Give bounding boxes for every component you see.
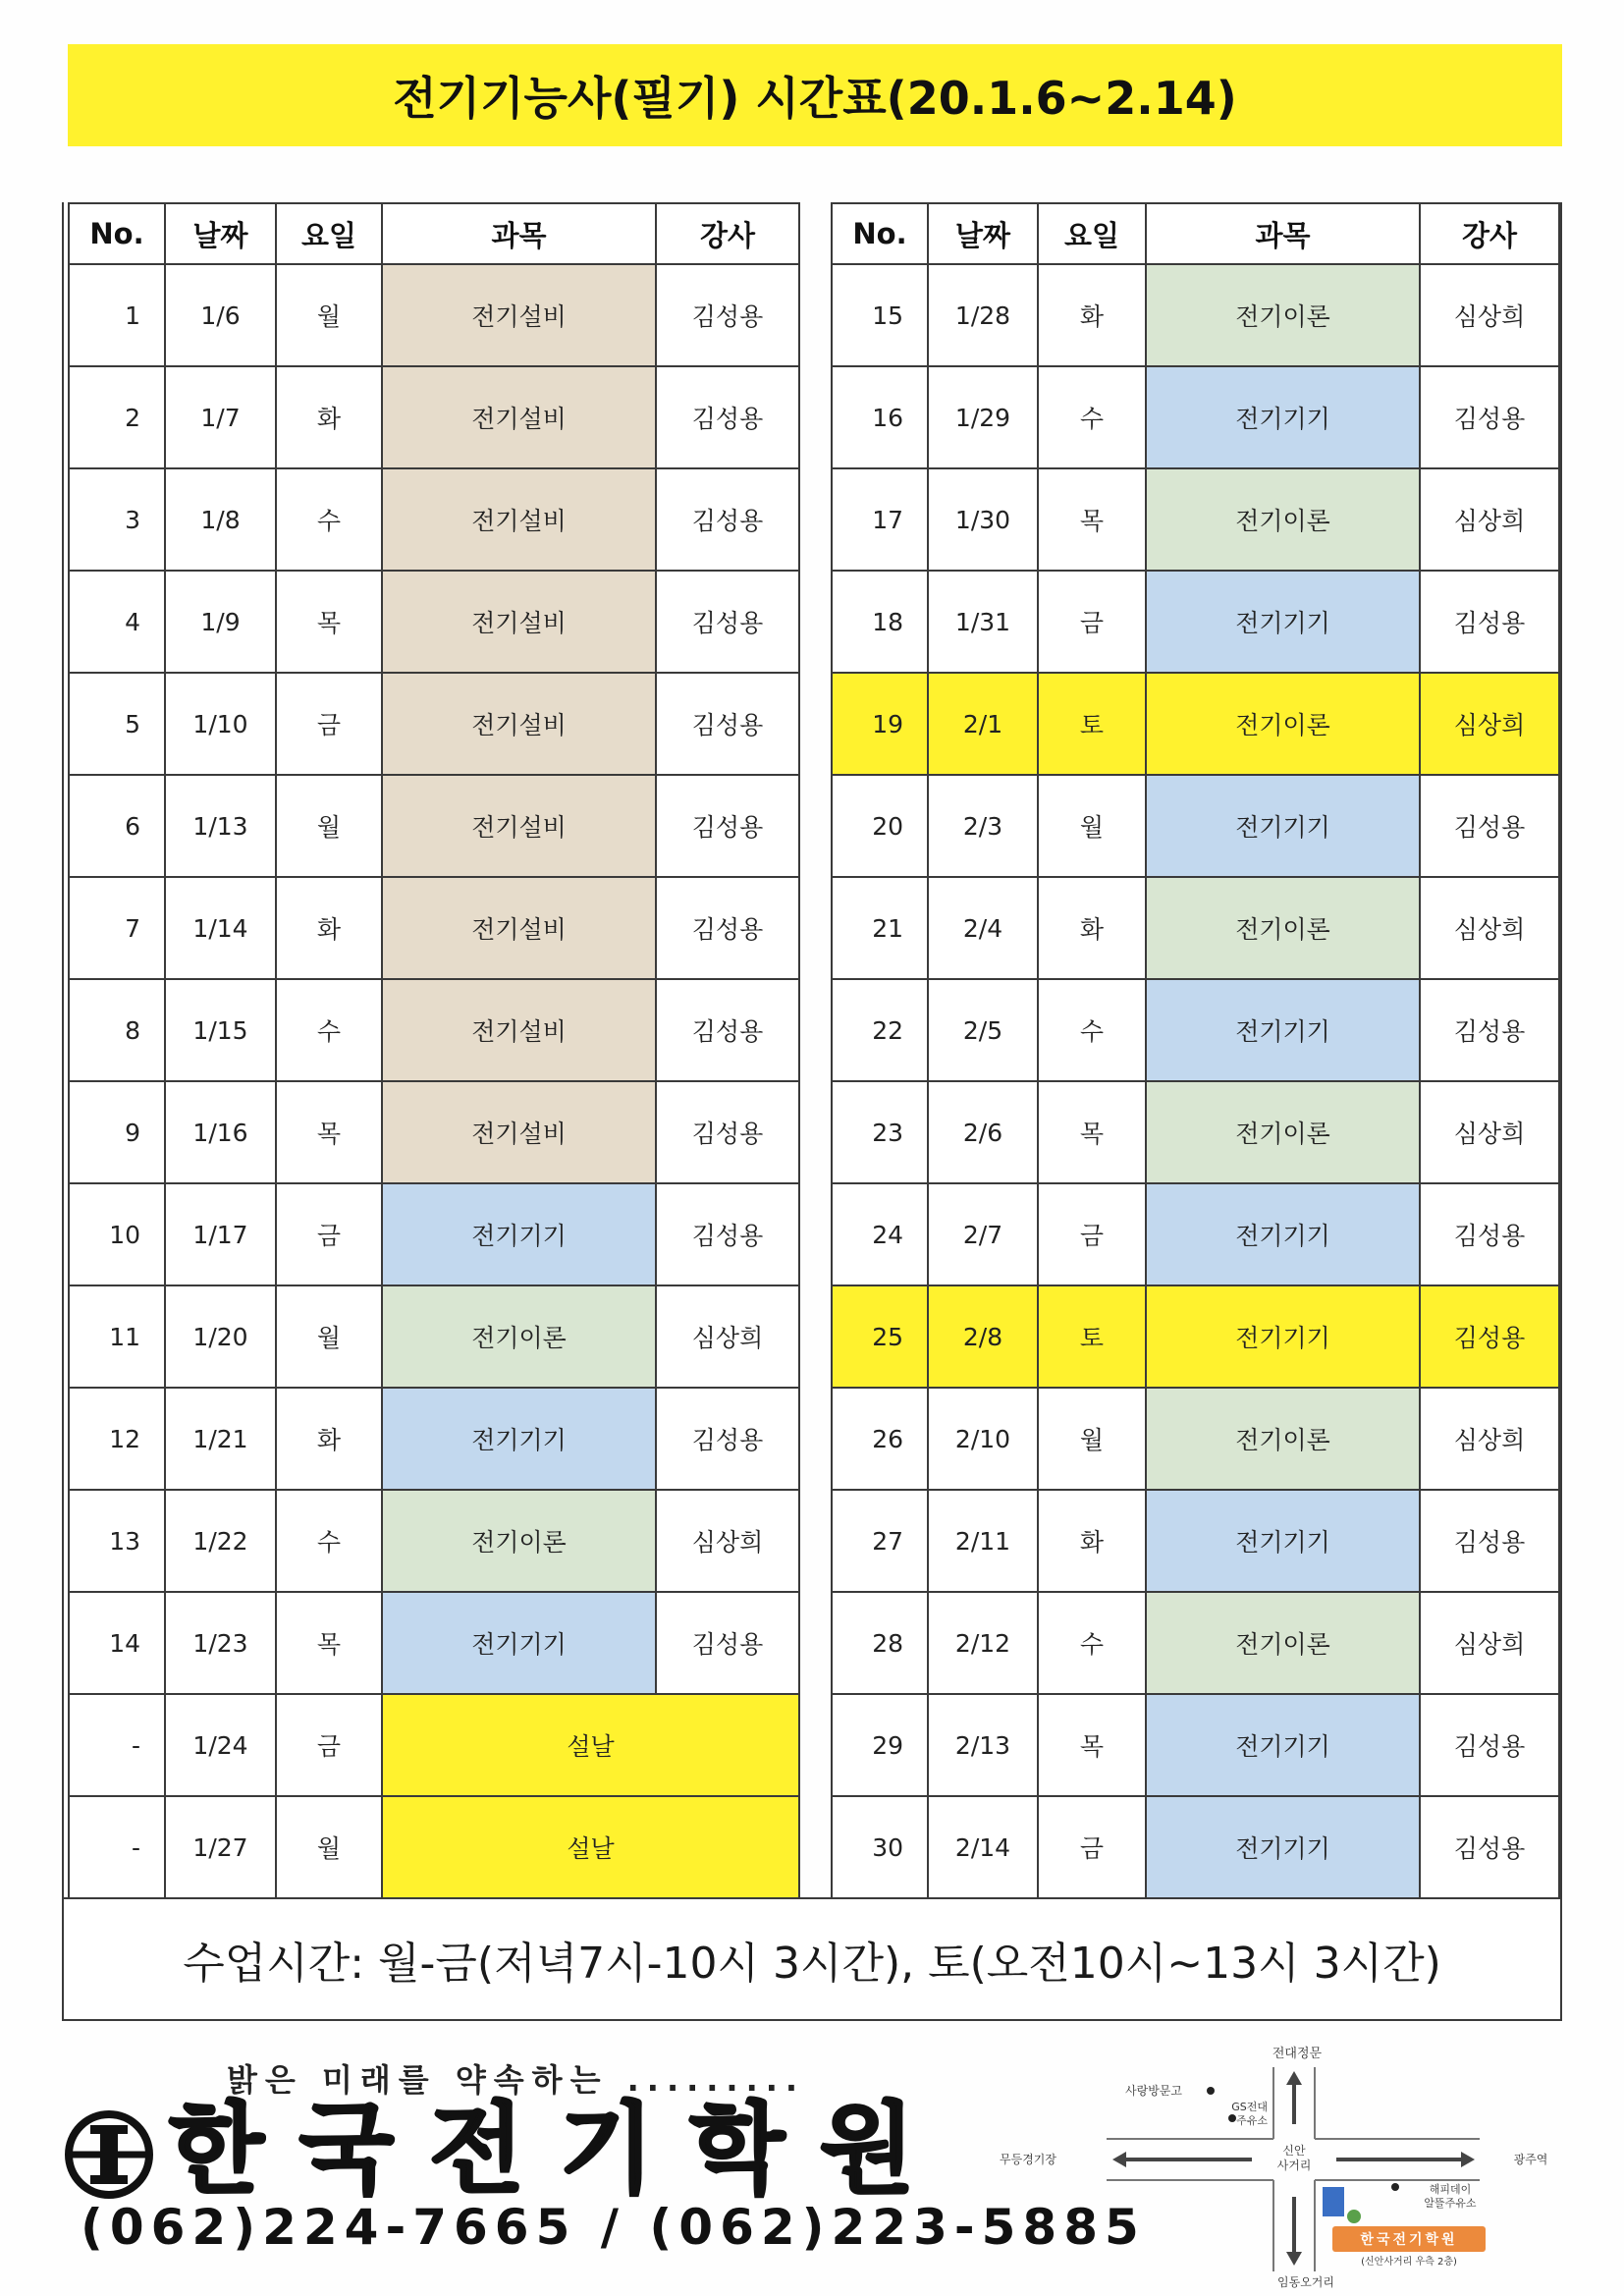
- cell-teacher: 김성용: [656, 468, 799, 571]
- table-row: [832, 1490, 1559, 1592]
- cell-day: 수: [1038, 979, 1146, 1081]
- location-map: [967, 2044, 1567, 2292]
- cell-day: 금: [276, 1183, 382, 1285]
- header-date: 날짜: [928, 203, 1038, 264]
- cell-day: 수: [1038, 1592, 1146, 1694]
- cell-day: 수: [1038, 366, 1146, 468]
- cell-date: 2/4: [928, 877, 1038, 979]
- cell-subject: 전기설비: [382, 877, 656, 979]
- map-label-academy-note: (신안사거리 우측 2층): [1361, 2257, 1457, 2268]
- table-row: [832, 468, 1559, 571]
- cell-day: 목: [276, 571, 382, 673]
- table-row: [69, 673, 799, 775]
- cell-date: 1/23: [165, 1592, 276, 1694]
- cell-teacher: 김성용: [656, 571, 799, 673]
- cell-date: 1/17: [165, 1183, 276, 1285]
- cell-no: 23: [832, 1081, 928, 1183]
- cell-no: 2: [69, 366, 165, 468]
- cell-no: 16: [832, 366, 928, 468]
- cell-date: 1/16: [165, 1081, 276, 1183]
- cell-day: 월: [276, 775, 382, 877]
- table-row: [69, 979, 799, 1081]
- map-label-west: 무등경기장: [1000, 2153, 1056, 2166]
- cell-no: 29: [832, 1694, 928, 1796]
- cell-no: 27: [832, 1490, 928, 1592]
- cell-teacher: 심상희: [1420, 1388, 1559, 1490]
- cell-subject: 전기설비: [382, 366, 656, 468]
- cell-subject: 전기설비: [382, 264, 656, 366]
- header-subject: 과목: [382, 203, 656, 264]
- cell-date: 1/22: [165, 1490, 276, 1592]
- cell-date: 1/24: [165, 1694, 276, 1796]
- table-row: [69, 775, 799, 877]
- cell-no: 9: [69, 1081, 165, 1183]
- cell-day: 화: [1038, 877, 1146, 979]
- cell-subject: 전기기기: [1146, 1490, 1420, 1592]
- cell-teacher: 심상희: [1420, 673, 1559, 775]
- table-row: [69, 264, 799, 366]
- cell-day: 수: [276, 1490, 382, 1592]
- cell-teacher: 심상희: [1420, 264, 1559, 366]
- cell-subject: 전기이론: [1146, 1081, 1420, 1183]
- cell-date: 1/31: [928, 571, 1038, 673]
- cell-subject: 전기설비: [382, 571, 656, 673]
- map-label-gas-station-2: 해피데이: [1429, 2183, 1472, 2196]
- cell-day: 화: [276, 366, 382, 468]
- cell-day: 수: [276, 468, 382, 571]
- cell-date: 1/13: [165, 775, 276, 877]
- bookstore-marker-icon: [1207, 2087, 1215, 2095]
- cell-day: 화: [276, 1388, 382, 1490]
- cell-day: 목: [1038, 1694, 1146, 1796]
- cell-no: 7: [69, 877, 165, 979]
- cell-teacher: 김성용: [1420, 1796, 1559, 1898]
- table-row: [832, 1285, 1559, 1388]
- cell-no: 6: [69, 775, 165, 877]
- cell-day: 수: [276, 979, 382, 1081]
- cell-subject: 전기이론: [1146, 877, 1420, 979]
- table-row: [832, 571, 1559, 673]
- cell-date: 2/14: [928, 1796, 1038, 1898]
- cell-no: 28: [832, 1592, 928, 1694]
- cell-subject: 전기기기: [1146, 1796, 1420, 1898]
- cell-day: 화: [1038, 264, 1146, 366]
- cell-subject: 전기이론: [1146, 1592, 1420, 1694]
- table-row: [69, 1796, 799, 1898]
- table-row: [69, 366, 799, 468]
- cell-no: 14: [69, 1592, 165, 1694]
- cell-no: 24: [832, 1183, 928, 1285]
- table-row: [832, 1081, 1559, 1183]
- cell-teacher: 김성용: [656, 877, 799, 979]
- cell-teacher: 김성용: [656, 1592, 799, 1694]
- map-label-gas-station-1-sub: 주유소: [1236, 2114, 1268, 2127]
- cell-date: 1/9: [165, 571, 276, 673]
- cell-date: 1/10: [165, 673, 276, 775]
- header-no: No.: [832, 203, 928, 264]
- building-icon: [1323, 2187, 1344, 2216]
- cell-date: 2/7: [928, 1183, 1038, 1285]
- cell-date: 1/15: [165, 979, 276, 1081]
- academy-logo-icon: [57, 2107, 161, 2202]
- arrow-up-icon: [1286, 2071, 1302, 2124]
- table-row: [69, 877, 799, 979]
- cell-date: 2/3: [928, 775, 1038, 877]
- slogan: 밝은 미래를 약속하는 .........: [227, 2061, 806, 2099]
- cell-date: 1/14: [165, 877, 276, 979]
- cell-no: 10: [69, 1183, 165, 1285]
- cell-date: 2/5: [928, 979, 1038, 1081]
- cell-day: 월: [276, 1285, 382, 1388]
- map-label-south: 임동오거리: [1277, 2275, 1334, 2289]
- table-row: [832, 673, 1559, 775]
- cell-teacher: 김성용: [656, 673, 799, 775]
- cell-date: 1/20: [165, 1285, 276, 1388]
- arrow-down-icon: [1286, 2197, 1302, 2266]
- cell-no: 17: [832, 468, 928, 571]
- arrow-right-icon: [1336, 2152, 1475, 2167]
- table-row: [69, 571, 799, 673]
- table-row: [832, 775, 1559, 877]
- cell-subject: 전기기기: [1146, 571, 1420, 673]
- cell-no: 13: [69, 1490, 165, 1592]
- table-row: [832, 1592, 1559, 1694]
- cell-subject: 전기이론: [1146, 468, 1420, 571]
- cell-date: 2/8: [928, 1285, 1038, 1388]
- cell-date: 1/29: [928, 366, 1038, 468]
- cell-subject: 전기설비: [382, 468, 656, 571]
- cell-teacher: 김성용: [656, 1183, 799, 1285]
- cell-subject: 전기설비: [382, 673, 656, 775]
- cell-date: 1/7: [165, 366, 276, 468]
- cell-subject: 전기기기: [382, 1183, 656, 1285]
- cell-date: 2/11: [928, 1490, 1038, 1592]
- cell-subject: 전기기기: [1146, 1183, 1420, 1285]
- academy-name: 한국전기학원: [169, 2092, 950, 2207]
- cell-teacher: 김성용: [1420, 571, 1559, 673]
- table-row: [832, 1694, 1559, 1796]
- cell-no: -: [69, 1796, 165, 1898]
- cell-date: 2/13: [928, 1694, 1038, 1796]
- cell-teacher: 김성용: [656, 264, 799, 366]
- cell-no: 30: [832, 1796, 928, 1898]
- cell-teacher: 심상희: [1420, 1081, 1559, 1183]
- cell-no: 19: [832, 673, 928, 775]
- cell-day: 월: [276, 264, 382, 366]
- cell-day: 월: [1038, 775, 1146, 877]
- table-row: [69, 468, 799, 571]
- cell-day: 금: [1038, 1183, 1146, 1285]
- map-label-gas-station-1: GS전대: [1231, 2101, 1268, 2113]
- cell-teacher: 김성용: [1420, 979, 1559, 1081]
- cell-date: 2/1: [928, 673, 1038, 775]
- header-subject: 과목: [1146, 203, 1420, 264]
- cell-day: 토: [1038, 1285, 1146, 1388]
- cell-subject: 전기이론: [1146, 264, 1420, 366]
- cell-no: 12: [69, 1388, 165, 1490]
- cell-date: 2/10: [928, 1388, 1038, 1490]
- table-row: [832, 366, 1559, 468]
- cell-subject: 전기기기: [1146, 979, 1420, 1081]
- cell-holiday: 설날: [382, 1796, 799, 1898]
- cell-day: 목: [276, 1592, 382, 1694]
- header-teacher: 강사: [1420, 203, 1559, 264]
- table-row: [832, 877, 1559, 979]
- cell-subject: 전기이론: [382, 1285, 656, 1388]
- cell-day: 목: [276, 1081, 382, 1183]
- table-row: [832, 1796, 1559, 1898]
- cell-no: 3: [69, 468, 165, 571]
- cell-teacher: 심상희: [1420, 1592, 1559, 1694]
- cell-no: 22: [832, 979, 928, 1081]
- cell-teacher: 심상희: [1420, 877, 1559, 979]
- cell-subject: 전기설비: [382, 775, 656, 877]
- cell-teacher: 김성용: [1420, 1285, 1559, 1388]
- table-row: [69, 1285, 799, 1388]
- page-title: 전기기능사(필기) 시간표(20.1.6~2.14): [68, 44, 1562, 146]
- cell-day: 화: [1038, 1490, 1146, 1592]
- table-row: [69, 1388, 799, 1490]
- table-row: [69, 1081, 799, 1183]
- cell-date: 2/6: [928, 1081, 1038, 1183]
- cell-no: 5: [69, 673, 165, 775]
- cell-subject: 전기이론: [1146, 673, 1420, 775]
- cell-day: 금: [276, 673, 382, 775]
- cell-day: 목: [1038, 1081, 1146, 1183]
- gas-station-marker-icon: [1391, 2183, 1399, 2191]
- cell-subject: 전기기기: [382, 1388, 656, 1490]
- map-label-intersection: 신안: [1282, 2144, 1306, 2158]
- cell-teacher: 김성용: [656, 366, 799, 468]
- cell-teacher: 김성용: [1420, 1183, 1559, 1285]
- cell-day: 월: [1038, 1388, 1146, 1490]
- cell-no: 26: [832, 1388, 928, 1490]
- cell-subject: 전기이론: [382, 1490, 656, 1592]
- cell-teacher: 심상희: [656, 1285, 799, 1388]
- cell-subject: 전기기기: [1146, 1285, 1420, 1388]
- cell-no: 1: [69, 264, 165, 366]
- cell-subject: 전기설비: [382, 1081, 656, 1183]
- table-row: [832, 1388, 1559, 1490]
- cell-teacher: 김성용: [656, 979, 799, 1081]
- map-label-north: 전대정문: [1272, 2047, 1323, 2061]
- cell-teacher: 심상희: [1420, 468, 1559, 571]
- table-row: [832, 979, 1559, 1081]
- map-label-east: 광주역: [1513, 2153, 1548, 2166]
- phone-numbers: (062)224-7665 / (062)223-5885: [81, 2199, 1146, 2256]
- cell-subject: 전기기기: [382, 1592, 656, 1694]
- cell-day: 금: [276, 1694, 382, 1796]
- cell-date: 1/21: [165, 1388, 276, 1490]
- cell-teacher: 김성용: [1420, 1694, 1559, 1796]
- cell-subject: 전기기기: [1146, 366, 1420, 468]
- cell-teacher: 김성용: [1420, 775, 1559, 877]
- cell-teacher: 김성용: [656, 1388, 799, 1490]
- cell-subject: 전기이론: [1146, 1388, 1420, 1490]
- gas-station-marker-icon: [1228, 2114, 1236, 2122]
- cell-subject: 전기설비: [382, 979, 656, 1081]
- cell-teacher: 김성용: [1420, 1490, 1559, 1592]
- table-header-row: [832, 203, 1559, 264]
- cell-teacher: 김성용: [1420, 366, 1559, 468]
- map-label-academy: 한국전기학원: [1360, 2232, 1458, 2248]
- cell-no: 4: [69, 571, 165, 673]
- cell-no: 25: [832, 1285, 928, 1388]
- header-day: 요일: [1038, 203, 1146, 264]
- schedule-table-left: [68, 202, 800, 1899]
- cell-no: -: [69, 1694, 165, 1796]
- table-row: [832, 1183, 1559, 1285]
- cell-date: 2/12: [928, 1592, 1038, 1694]
- cell-day: 토: [1038, 673, 1146, 775]
- table-row: [69, 1183, 799, 1285]
- cell-day: 금: [1038, 571, 1146, 673]
- table-row: [69, 1592, 799, 1694]
- cell-no: 18: [832, 571, 928, 673]
- map-label-gas-station-2-sub: 알뜰주유소: [1424, 2197, 1477, 2210]
- cell-date: 1/27: [165, 1796, 276, 1898]
- cell-day: 화: [276, 877, 382, 979]
- cell-no: 15: [832, 264, 928, 366]
- cell-date: 1/8: [165, 468, 276, 571]
- header-day: 요일: [276, 203, 382, 264]
- schedule-table-right: [831, 202, 1560, 1899]
- header-teacher: 강사: [656, 203, 799, 264]
- map-label-bookstore: 사랑방문고: [1125, 2084, 1182, 2098]
- cell-no: 8: [69, 979, 165, 1081]
- cell-subject: 전기기기: [1146, 1694, 1420, 1796]
- cell-day: 월: [276, 1796, 382, 1898]
- cell-teacher: 김성용: [656, 1081, 799, 1183]
- cell-date: 1/30: [928, 468, 1038, 571]
- header-date: 날짜: [165, 203, 276, 264]
- cell-date: 1/6: [165, 264, 276, 366]
- class-hours-note: 수업시간: 월-금(저녁7시-10시 3시간), 토(오전10시~13시 3시간): [62, 1897, 1562, 2021]
- table-row: [69, 1694, 799, 1796]
- table-header-row: [69, 203, 799, 264]
- tree-icon: [1347, 2210, 1361, 2223]
- header-no: No.: [69, 203, 165, 264]
- table-row: [69, 1490, 799, 1592]
- cell-date: 1/28: [928, 264, 1038, 366]
- cell-teacher: 심상희: [656, 1490, 799, 1592]
- map-label-intersection-sub: 사거리: [1276, 2159, 1312, 2172]
- cell-teacher: 김성용: [656, 775, 799, 877]
- cell-holiday: 설날: [382, 1694, 799, 1796]
- cell-subject: 전기기기: [1146, 775, 1420, 877]
- arrow-left-icon: [1112, 2152, 1252, 2167]
- cell-no: 20: [832, 775, 928, 877]
- cell-no: 11: [69, 1285, 165, 1388]
- cell-day: 목: [1038, 468, 1146, 571]
- cell-no: 21: [832, 877, 928, 979]
- cell-day: 금: [1038, 1796, 1146, 1898]
- table-row: [832, 264, 1559, 366]
